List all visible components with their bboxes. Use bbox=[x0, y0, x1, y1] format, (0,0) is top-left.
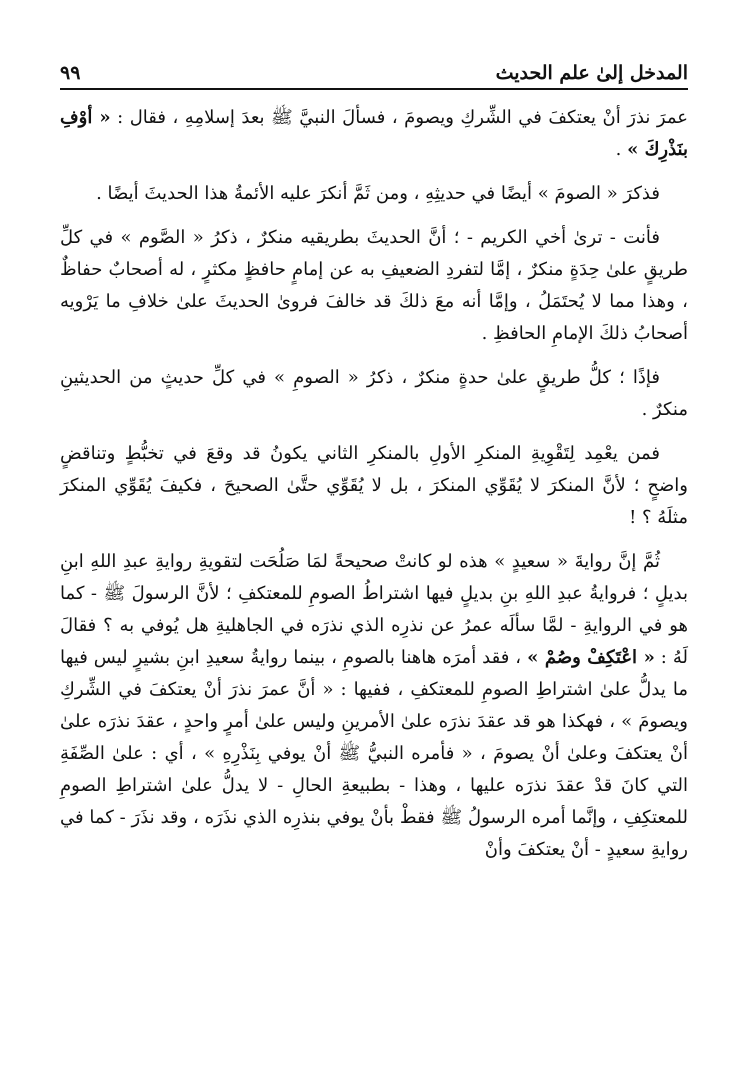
paragraph-6 bbox=[60, 546, 688, 866]
paragraph-2 bbox=[60, 178, 688, 210]
paragraph-1 bbox=[60, 102, 688, 166]
paragraph-5 bbox=[60, 438, 688, 534]
paragraph-text: فمن يعْمِد لِتَقْوِيةِ المنكرِ الأولِ بالمنكرِ الثاني يكونُ قد وقعَ في تخبُّطٍ وتناقضٍ واضحٍ ؛ لأنَّ المنكرَ لا يُقَوِّي المنكرَ ، بل لا يُقَوِّي حتَّىٰ الصحيحَ ، فكيفَ يُقَوِّي المنكرَ مثلَهُ ؟ ! bbox=[60, 443, 688, 528]
paragraph-4 bbox=[60, 362, 688, 426]
running-header bbox=[60, 54, 688, 90]
paragraph-text: فأنت - ترىٰ أخي الكريم - ؛ أنَّ الحديثَ بطريقيه منكرٌ ، ذكرُ « الصَّوم » في كلِّ طريقٍ علىٰ حِدَةٍ منكرٌ ، إمَّا لتفردِ الضعيفِ به عن إمامٍ حافظٍ مكثرٍ ، له أصحابٌ حفاظٌ ، وهذا مما لا يُحتَمَلُ ، وإمَّا أنه معَ ذلكَ قد خالفَ فروىٰ الحديثَ علىٰ خلافِ ما يَرْويه أصحابُ ذلكَ الإمامِ الحافظِ . bbox=[60, 227, 688, 344]
book-page bbox=[60, 54, 688, 1054]
quoted-hadith-text: « أوْفِ بنَذْرِكَ » bbox=[60, 107, 688, 160]
paragraph-text: ثُمَّ إنَّ روايةَ « سعيدٍ » هذه لو كانتْ صحيحةً لمَا صَلُحَت لتقويةِ روايةِ عبدِ اللهِ ابنِ بديلٍ ؛ فروايةُ عبدِ اللهِ بنِ بديلٍ فيها اشتراطُ الصومِ للمعتكفِ ؛ لأنَّ الرسولَ ﷺ - كما هو في الروايةِ - لمَّا سألَه عمرُ عن نذرِه الذي نذرَه في الجاهليةِ هل يُوفي به ؟ فقالَ لَهُ : bbox=[60, 551, 688, 668]
body-text bbox=[60, 102, 688, 866]
paragraph-text: . bbox=[615, 139, 628, 160]
paragraph-text: فإذًا ؛ كلُّ طريقٍ علىٰ حدةٍ منكرٌ ، ذكرُ « الصومِ » في كلِّ حديثٍ من الحديثينِ منكرٌ . bbox=[60, 367, 688, 420]
quoted-hadith-text: « اعْتَكِفْ وصُمْ » bbox=[527, 647, 655, 668]
paragraph-text: فذكرَ « الصومَ » أيضًا في حديثِهِ ، ومن ثَمَّ أنكرَ عليه الأئمةُ هذا الحديثَ أيضًا . bbox=[96, 183, 660, 204]
running-title: المدخل إلىٰ علم الحديث bbox=[495, 62, 688, 84]
page-number: ٩٩ bbox=[60, 62, 81, 84]
paragraph-text: عمرَ نذرَ أنْ يعتكفَ في الشِّركِ ويصومَ ، فسألَ النبيَّ ﷺ بعدَ إسلامِهِ ، فقال : bbox=[110, 107, 688, 128]
paragraph-text: ، فقد أمرَه هاهنا بالصومِ ، بينما روايةُ سعيدِ ابنِ بشيرٍ ليس فيها ما يدلُّ علىٰ اشتراطِ الصومِ للمعتكفِ ، ففيها : « أنَّ عمرَ نذرَ أنْ يعتكفَ في الشِّركِ ويصومَ » ، فهكذا هو قد عقدَ نذرَه علىٰ الأمرينِ وليس علىٰ أمرٍ واحدٍ ، عقدَ نذرَه علىٰ أنْ يعتكفَ وعلىٰ أنْ يصومَ ، « فأمره النبيُّ ﷺ أنْ يوفي بِنَذْرِهِ » ، أي : علىٰ الصِّفَةِ التي كانَ قدْ عقدَ نذرَه عليها ، وهذا - بطبيعةِ الحالِ - لا يدلُّ علىٰ اشتراطِ الصومِ للمعتكِفِ ، وإنَّما أمره الرسولُ ﷺ فقطْ بأنْ يوفي بنذرِه الذي نذَرَه ، وقد نذَرَ - كما في روايةِ سعيدٍ - أنْ يعتكفَ وأنْ bbox=[60, 647, 688, 860]
paragraph-3 bbox=[60, 222, 688, 350]
